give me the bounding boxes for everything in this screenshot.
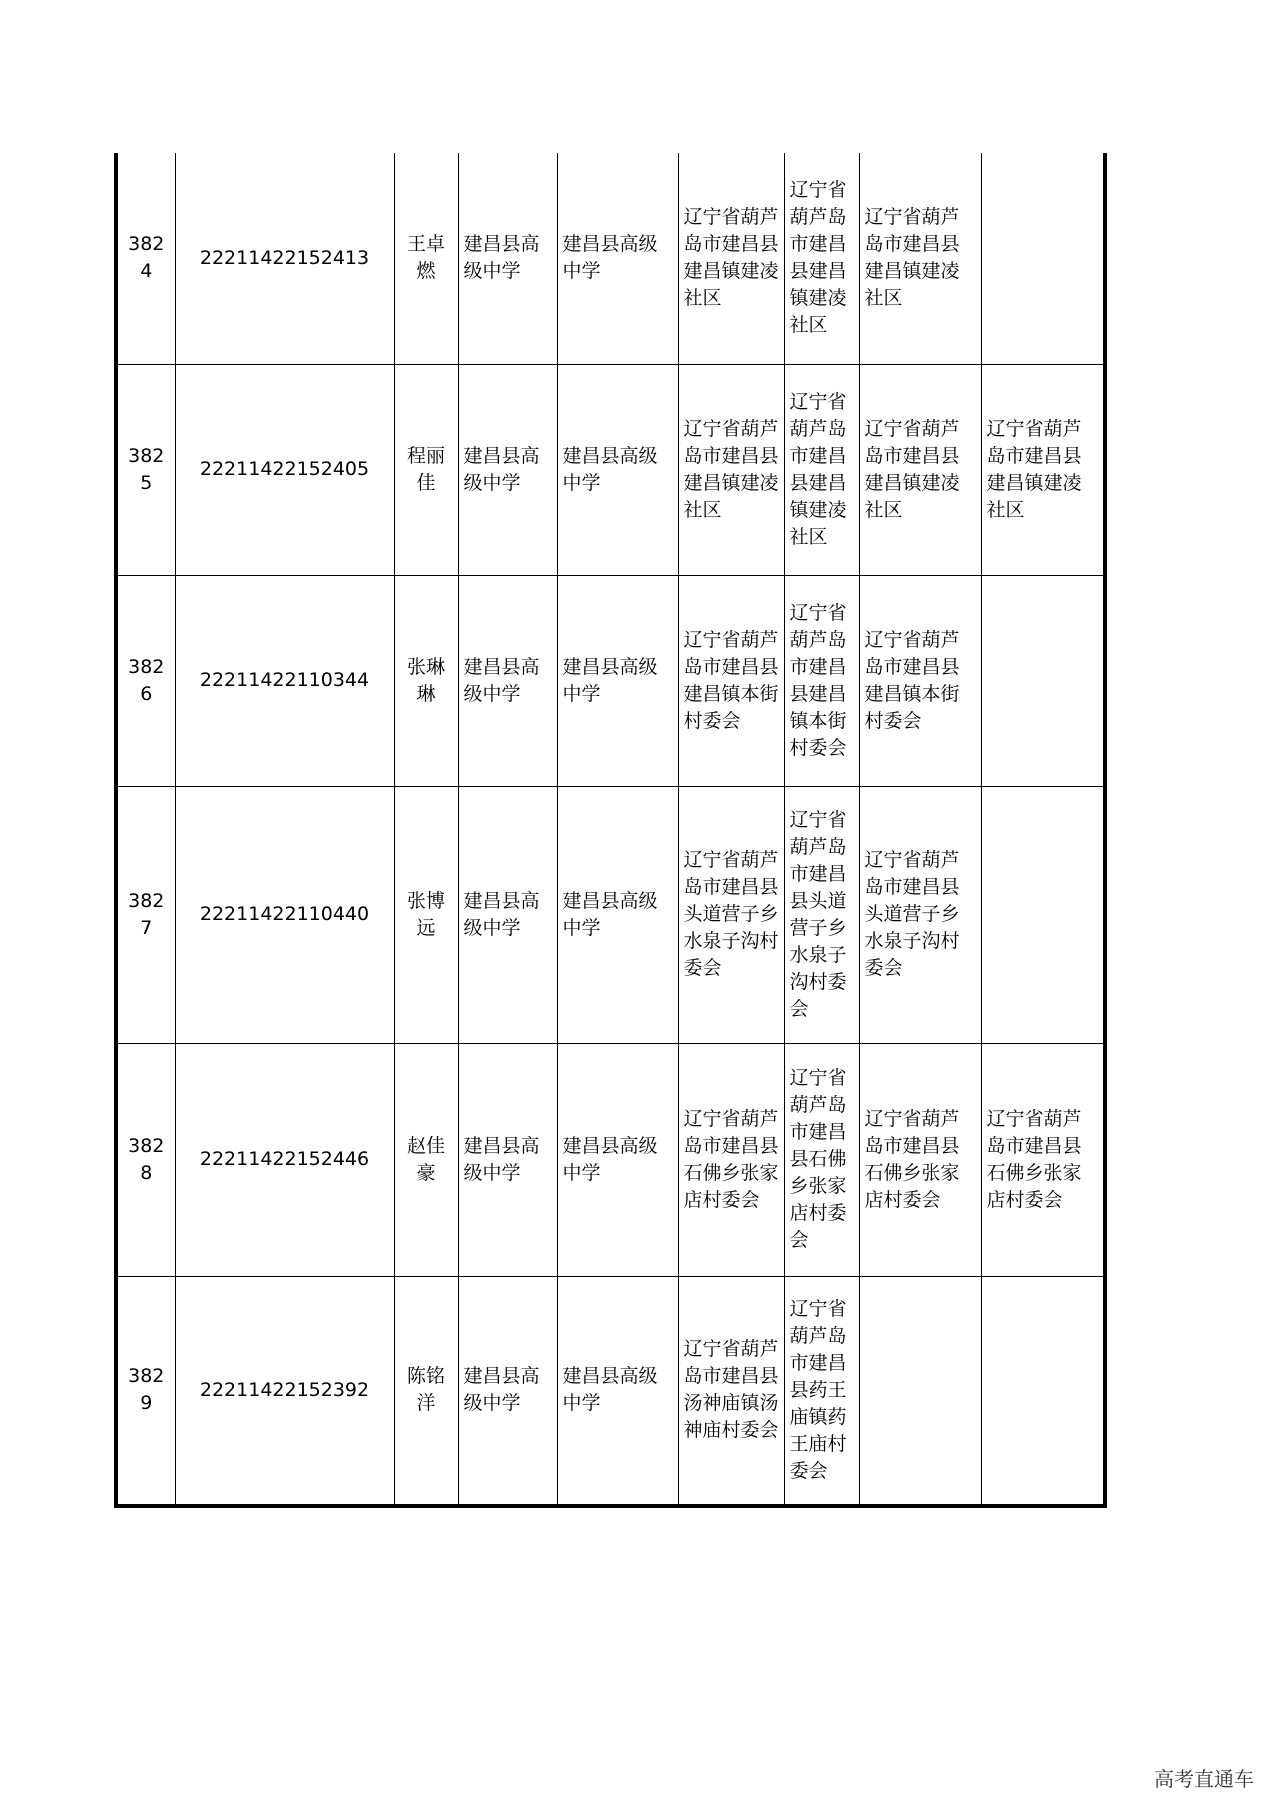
candidate-name: 赵佳豪 bbox=[394, 1043, 458, 1276]
address-4 bbox=[981, 153, 1105, 364]
school-name-2: 建昌县高级中学 bbox=[557, 575, 678, 786]
table-row bbox=[116, 786, 1105, 1043]
row-index: 3825 bbox=[116, 364, 175, 575]
candidate-name: 陈铭洋 bbox=[394, 1276, 458, 1506]
address-1: 辽宁省葫芦岛市建昌县头道营子乡水泉子沟村委会 bbox=[678, 786, 784, 1043]
table-row bbox=[116, 1043, 1105, 1276]
address-2: 辽宁省葫芦岛市建昌县药王庙镇药王庙村委会 bbox=[784, 1276, 859, 1506]
address-4: 辽宁省葫芦岛市建昌县石佛乡张家店村委会 bbox=[981, 1043, 1105, 1276]
candidate-name: 程丽佳 bbox=[394, 364, 458, 575]
row-index: 3827 bbox=[116, 786, 175, 1043]
address-3: 辽宁省葫芦岛市建昌县石佛乡张家店村委会 bbox=[859, 1043, 981, 1276]
row-index: 3829 bbox=[116, 1276, 175, 1506]
school-name-2: 建昌县高级中学 bbox=[557, 153, 678, 364]
address-1: 辽宁省葫芦岛市建昌县石佛乡张家店村委会 bbox=[678, 1043, 784, 1276]
address-2: 辽宁省葫芦岛市建昌县头道营子乡水泉子沟村委会 bbox=[784, 786, 859, 1043]
school-name: 建昌县高级中学 bbox=[458, 364, 557, 575]
table-row bbox=[116, 575, 1105, 786]
watermark-text: 高考直通车 bbox=[1154, 1767, 1254, 1791]
candidate-id: 22211422152405 bbox=[175, 364, 394, 575]
candidate-id: 22211422152413 bbox=[175, 153, 394, 364]
record-grid bbox=[114, 153, 1107, 1508]
candidate-id: 22211422152392 bbox=[175, 1276, 394, 1506]
candidate-id: 22211422110440 bbox=[175, 786, 394, 1043]
record-table bbox=[114, 153, 1103, 1506]
address-3: 辽宁省葫芦岛市建昌县建昌镇本街村委会 bbox=[859, 575, 981, 786]
address-3: 辽宁省葫芦岛市建昌县头道营子乡水泉子沟村委会 bbox=[859, 786, 981, 1043]
candidate-name: 王卓燃 bbox=[394, 153, 458, 364]
candidate-id: 22211422152446 bbox=[175, 1043, 394, 1276]
row-index: 3824 bbox=[116, 153, 175, 364]
address-3 bbox=[859, 1276, 981, 1506]
school-name: 建昌县高级中学 bbox=[458, 153, 557, 364]
table-row bbox=[116, 153, 1105, 364]
address-2: 辽宁省葫芦岛市建昌县建昌镇建凌社区 bbox=[784, 364, 859, 575]
school-name: 建昌县高级中学 bbox=[458, 786, 557, 1043]
school-name-2: 建昌县高级中学 bbox=[557, 786, 678, 1043]
school-name: 建昌县高级中学 bbox=[458, 1043, 557, 1276]
address-1: 辽宁省葫芦岛市建昌县汤神庙镇汤神庙村委会 bbox=[678, 1276, 784, 1506]
address-3: 辽宁省葫芦岛市建昌县建昌镇建凌社区 bbox=[859, 364, 981, 575]
table-row bbox=[116, 364, 1105, 575]
address-3: 辽宁省葫芦岛市建昌县建昌镇建凌社区 bbox=[859, 153, 981, 364]
address-4 bbox=[981, 786, 1105, 1043]
school-name: 建昌县高级中学 bbox=[458, 1276, 557, 1506]
school-name-2: 建昌县高级中学 bbox=[557, 364, 678, 575]
address-4: 辽宁省葫芦岛市建昌县建昌镇建凌社区 bbox=[981, 364, 1105, 575]
table-row bbox=[116, 1276, 1105, 1506]
school-name-2: 建昌县高级中学 bbox=[557, 1043, 678, 1276]
row-index: 3828 bbox=[116, 1043, 175, 1276]
address-2: 辽宁省葫芦岛市建昌县石佛乡张家店村委会 bbox=[784, 1043, 859, 1276]
address-4 bbox=[981, 575, 1105, 786]
candidate-name: 张琳琳 bbox=[394, 575, 458, 786]
candidate-id: 22211422110344 bbox=[175, 575, 394, 786]
address-2: 辽宁省葫芦岛市建昌县建昌镇建凌社区 bbox=[784, 153, 859, 364]
address-4 bbox=[981, 1276, 1105, 1506]
address-1: 辽宁省葫芦岛市建昌县建昌镇本街村委会 bbox=[678, 575, 784, 786]
school-name-2: 建昌县高级中学 bbox=[557, 1276, 678, 1506]
school-name: 建昌县高级中学 bbox=[458, 575, 557, 786]
candidate-name: 张博远 bbox=[394, 786, 458, 1043]
row-index: 3826 bbox=[116, 575, 175, 786]
address-1: 辽宁省葫芦岛市建昌县建昌镇建凌社区 bbox=[678, 153, 784, 364]
address-2: 辽宁省葫芦岛市建昌县建昌镇本街村委会 bbox=[784, 575, 859, 786]
address-1: 辽宁省葫芦岛市建昌县建昌镇建凌社区 bbox=[678, 364, 784, 575]
